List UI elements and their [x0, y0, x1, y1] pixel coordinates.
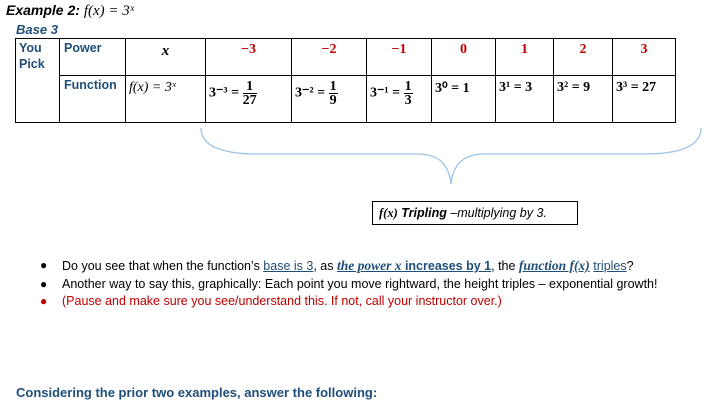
- you-pick-label: You Pick: [16, 39, 60, 123]
- example-label: Example 2:: [6, 2, 80, 18]
- function-formula: f(x) = 3ˣ: [126, 76, 206, 123]
- bullet-list: [40, 257, 700, 311]
- function-label: Function: [60, 76, 126, 123]
- curly-brace: [198, 126, 704, 188]
- example-formula: f(x) = 3ˣ: [83, 3, 134, 19]
- base-subheading: Base 3: [16, 22, 58, 37]
- footer-prompt: Considering the prior two examples, answer the following:: [16, 385, 378, 400]
- list-item: ● Another way to say this, graphically: Each point you move rightward, the height triples – exponential growth!: [40, 276, 658, 291]
- output-cell: 3¹ = 3: [496, 76, 554, 123]
- list-item: ● (Pause and make sure you see/understand this. If not, call your instructor over.): [40, 294, 502, 308]
- power-label: Power: [60, 39, 126, 76]
- input-cell: −3: [206, 39, 292, 76]
- example-heading: [6, 2, 134, 20]
- values-table: [15, 38, 676, 123]
- list-item: ● Do you see that when the function’s base is 3, as the power x increases by 1, the function f(x) triples?: [40, 258, 634, 273]
- output-cell: 3⁻¹ = $\frac{1}{3}$: [367, 76, 432, 123]
- input-cell: −2: [292, 39, 367, 76]
- input-cell: −1: [367, 39, 432, 76]
- output-cell: 3³ = 27: [613, 76, 676, 123]
- input-cell: 0: [432, 39, 496, 76]
- output-cell: 3⁻³ = $\frac{1}{27}$: [206, 76, 292, 123]
- output-cell: 3⁰ = 1: [432, 76, 496, 123]
- x-symbol: x: [126, 39, 206, 76]
- output-cell: 3⁻² = $\frac{1}{9}$: [292, 76, 367, 123]
- tripling-note: f(x) Tripling –multiplying by 3.: [372, 201, 578, 225]
- input-cell: 1: [496, 39, 554, 76]
- output-cell: 3² = 9: [554, 76, 613, 123]
- input-cell: 3: [613, 39, 676, 76]
- input-cell: 2: [554, 39, 613, 76]
